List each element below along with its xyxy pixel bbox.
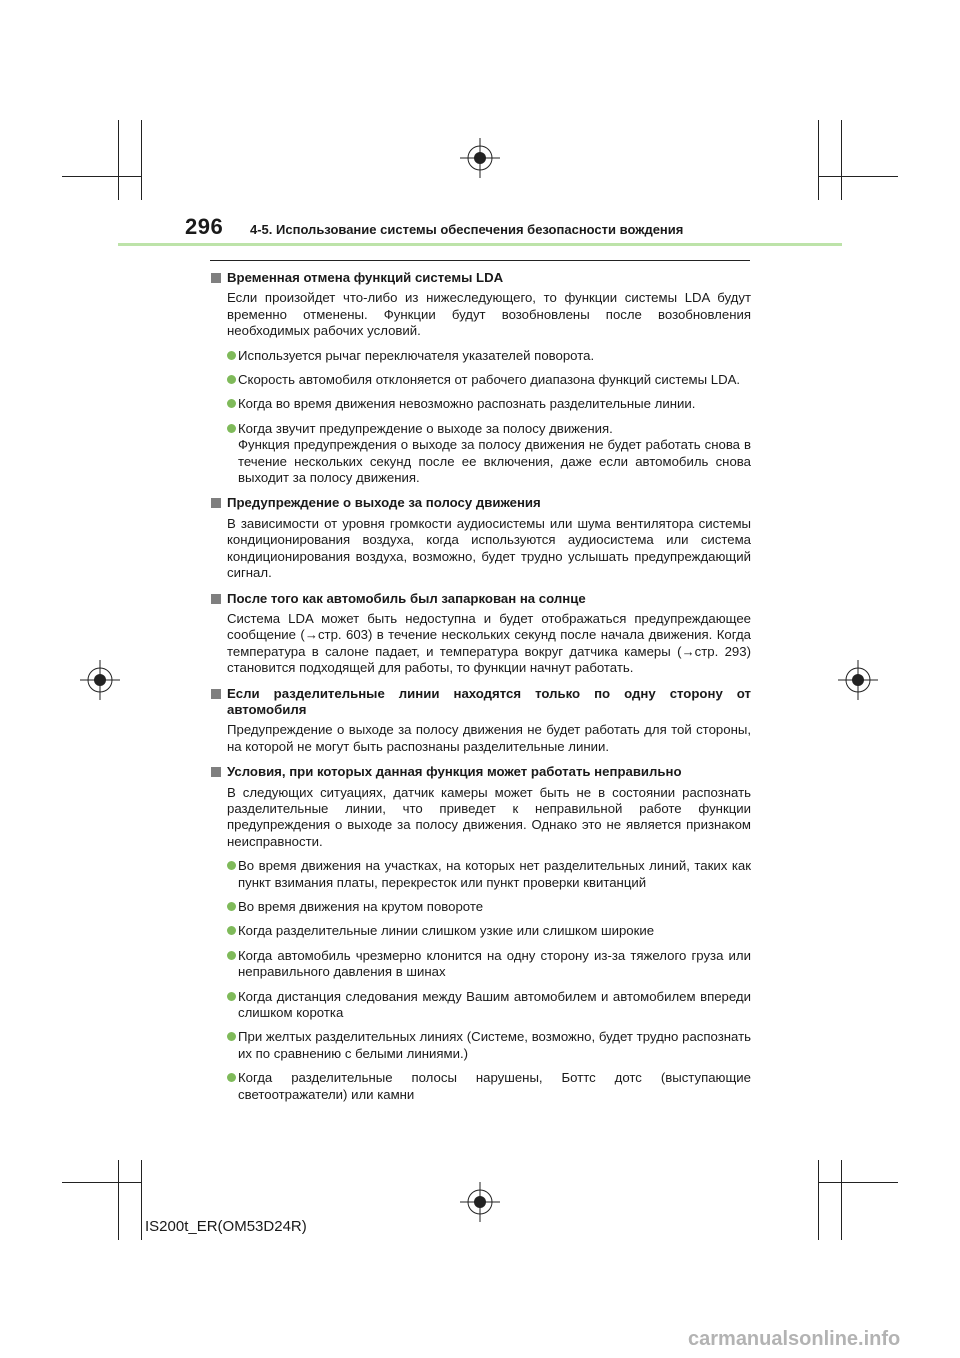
paragraph: В зависимости от уровня громкости аудиосистемы или шума вентилятора системы кондиционирования воздуха, когда используются аудиосистема или система кондиционирования воздуха, возможно, будет трудно услышать предупреждающий сигнал. <box>227 515 751 581</box>
paragraph: В следующих ситуациях, датчик камеры может быть не в состоянии распознать разделительные линии, что приведет к неправильной работе функции предупреждения о выходе за полосу движения. Однако это не является признаком неисправности. <box>227 784 751 849</box>
crop-mark <box>118 120 119 200</box>
registration-mark-icon <box>838 660 878 700</box>
crop-mark <box>118 1160 119 1240</box>
list-item: Когда автомобиль чрезмерно клонится на одну сторону из-за тяжелого груза или неправильного давления в шинах <box>227 948 751 981</box>
crop-mark <box>818 1160 819 1240</box>
paragraph: Предупреждение о выходе за полосу движения не будет работать для той стороны, на которой не могут быть распознаны разделительные линии. <box>227 722 751 754</box>
green-dot-icon <box>227 1032 236 1041</box>
list-item: Когда во время движения невозможно распознать разделительные линии. <box>227 396 751 412</box>
section-heading: Условия, при которых данная функция может работать неправильно <box>211 764 751 780</box>
green-dot-icon <box>227 399 236 408</box>
list-item: При желтых разделительных линиях (Системе, возможно, будет трудно распознать их по сравнению с белыми линиями.) <box>227 1029 751 1062</box>
crop-mark <box>841 120 842 200</box>
green-dot-icon <box>227 351 236 360</box>
section-heading: Предупреждение о выходе за полосу движения <box>211 495 751 511</box>
crop-mark <box>62 1182 142 1183</box>
list-item: Когда звучит предупреждение о выходе за полосу движения. Функция предупреждения о выходе за полосу движения не будет работать снова в течение нескольких секунд после ее включения, даже если автомобиль снова выходит за полосу движения. <box>227 421 751 487</box>
crop-mark <box>818 176 898 177</box>
header-divider <box>118 243 842 246</box>
green-dot-icon <box>227 902 236 911</box>
list-item: Скорость автомобиля отклоняется от рабочего диапазона функций системы LDA. <box>227 372 751 388</box>
content-top-rule <box>210 260 750 261</box>
green-dot-icon <box>227 926 236 935</box>
footer-model-code: IS200t_ER(OM53D24R) <box>145 1218 307 1235</box>
square-bullet-icon <box>211 689 221 699</box>
crop-mark <box>818 120 819 200</box>
square-bullet-icon <box>211 594 221 604</box>
list-item: Во время движения на крутом повороте <box>227 899 751 915</box>
crop-mark <box>141 1160 142 1240</box>
paragraph: Если произойдет что-либо из нижеследующего, то функции системы LDA будут временно отменены. Функции будут возобновлены после возобновления необходимых рабочих условий. <box>227 290 751 339</box>
list-item: Используется рычаг переключателя указателей поворота. <box>227 348 751 364</box>
green-dot-icon <box>227 375 236 384</box>
green-dot-icon <box>227 951 236 960</box>
watermark: carmanualsonline.info <box>688 1328 901 1350</box>
paragraph: Система LDA может быть недоступна и будет отображаться предупреждающее сообщение (→стр. 603) в течение нескольких секунд после начала движения. Когда температура в салоне падает, и температура вокруг датчика камеры (→стр. 293) становится подходящей для работы, то функции начнут работать. <box>227 610 751 676</box>
list-item: Во время движения на участках, на которых нет разделительных линий, таких как пункт взимания платы, перекресток или пункт проверки квитанций <box>227 858 751 891</box>
registration-mark-icon <box>80 660 120 700</box>
list-item: Когда разделительные линии слишком узкие или слишком широкие <box>227 923 751 939</box>
list-item: Когда дистанция следования между Вашим автомобилем и автомобилем впереди слишком коротка <box>227 989 751 1022</box>
section-heading: После того как автомобиль был запаркован на солнце <box>211 591 751 607</box>
green-dot-icon <box>227 992 236 1001</box>
crop-mark <box>841 1160 842 1240</box>
green-dot-icon <box>227 861 236 870</box>
registration-mark-icon <box>460 138 500 178</box>
page-content <box>211 270 751 1103</box>
square-bullet-icon <box>211 498 221 508</box>
crop-mark <box>818 1182 898 1183</box>
green-dot-icon <box>227 424 236 433</box>
square-bullet-icon <box>211 273 221 283</box>
section-title: 4-5. Использование системы обеспечения безопасности вождения <box>250 222 684 237</box>
list-item: Когда разделительные полосы нарушены, Боттс дотс (выступающие светоотражатели) или камни <box>227 1070 751 1103</box>
section-heading: Если разделительные линии находятся только по одну сторону от автомобиля <box>211 686 751 719</box>
section-heading: Временная отмена функций системы LDA <box>211 270 751 286</box>
page-number: 296 <box>185 214 224 239</box>
list-item-note: Функция предупреждения о выходе за полосу движения не будет работать снова в течение нескольких секунд после ее включения, даже если автомобиль снова выходит за полосу движения. <box>238 437 751 486</box>
crop-mark <box>141 120 142 200</box>
crop-mark <box>62 176 142 177</box>
green-dot-icon <box>227 1073 236 1082</box>
registration-mark-icon <box>460 1182 500 1222</box>
square-bullet-icon <box>211 767 221 777</box>
